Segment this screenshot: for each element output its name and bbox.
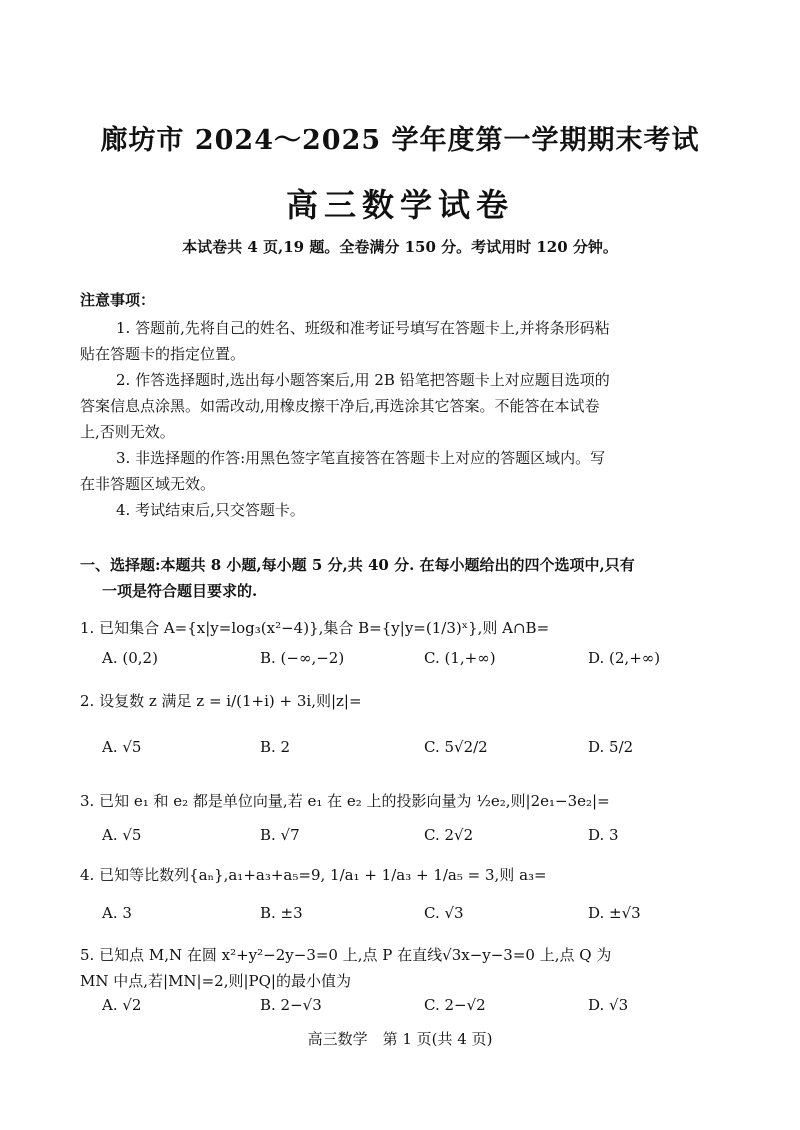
question-5-option-d: D. √3 bbox=[588, 996, 629, 1014]
question-3-option-d: D. 3 bbox=[588, 826, 619, 844]
question-5-option-c: C. 2−√2 bbox=[424, 996, 486, 1014]
question-3-option-c: C. 2√2 bbox=[424, 826, 474, 844]
question-4-options bbox=[102, 904, 742, 930]
question-2-options bbox=[102, 738, 742, 764]
question-3-option-a: A. √5 bbox=[102, 826, 142, 844]
question-4-option-c: C. √3 bbox=[424, 904, 464, 922]
section-heading: 一、选择题:本题共 8 小题,每小题 5 分,共 40 分. 在每小题给出的四个选项中,只有 bbox=[80, 556, 635, 574]
notice-item-1-cont: 贴在答题卡的指定位置。 bbox=[80, 345, 246, 363]
question-4-stem: 4. 已知等比数列{aₙ},a₁+a₃+a₅=9, 1/a₁ + 1/a₃ + 1/a₅ = 3,则 a₃= bbox=[80, 866, 547, 884]
notice-item-3-cont: 在非答题区域无效。 bbox=[80, 475, 216, 493]
question-5-option-b: B. 2−√3 bbox=[260, 996, 322, 1014]
exam-title: 廊坊市 2024～2025 学年度第一学期期末考试 bbox=[100, 125, 700, 156]
question-2-stem: 2. 设复数 z 满足 z = i/(1+i) + 3i,则|z|= bbox=[80, 692, 362, 710]
question-2-option-b: B. 2 bbox=[260, 738, 291, 756]
question-4-option-b: B. ±3 bbox=[260, 904, 303, 922]
question-3-option-b: B. √7 bbox=[260, 826, 300, 844]
question-5-option-a: A. √2 bbox=[102, 996, 142, 1014]
question-5-stem-cont: MN 中点,若|MN|=2,则|PQ|的最小值为 bbox=[80, 972, 351, 990]
question-3-options bbox=[102, 826, 742, 852]
section-heading-cont: 一项是符合题目要求的. bbox=[102, 582, 258, 600]
question-2-option-c: C. 5√2/2 bbox=[424, 738, 488, 756]
page-footer: 高三数学 第 1 页(共 4 页) bbox=[307, 1030, 493, 1048]
question-5-options bbox=[102, 996, 742, 1022]
question-4-option-a: A. 3 bbox=[102, 904, 132, 922]
notice-item-4: 4. 考试结束后,只交答题卡。 bbox=[116, 501, 305, 519]
exam-subject-title: 高三数学试卷 bbox=[285, 186, 514, 224]
notice-heading: 注意事项： bbox=[80, 291, 156, 309]
notice-item-2-cont2: 上,否则无效。 bbox=[80, 423, 175, 441]
notice-item-1: 1. 答题前,先将自己的姓名、班级和准考证号填写在答题卡上,并将条形码粘 bbox=[116, 319, 610, 337]
notice-item-2: 2. 作答选择题时,选出每小题答案后,用 2B 铅笔把答题卡上对应题目选项的 bbox=[116, 371, 610, 389]
question-1-option-b: B. (−∞,−2) bbox=[260, 649, 345, 667]
question-1-option-d: D. (2,+∞) bbox=[588, 649, 661, 667]
question-3-stem: 3. 已知 e₁ 和 e₂ 都是单位向量,若 e₁ 在 e₂ 上的投影向量为 ½e₂,则|2e₁−3e₂|= bbox=[80, 792, 610, 810]
exam-info: 本试卷共 4 页,19 题。全卷满分 150 分。考试用时 120 分钟。 bbox=[182, 238, 618, 256]
notice-item-2-cont: 答案信息点涂黑。如需改动,用橡皮擦干净后,再选涂其它答案。不能答在本试卷 bbox=[80, 397, 600, 415]
question-1-stem: 1. 已知集合 A={x|y=log₃(x²−4)},集合 B={y|y=(1/3)ˣ},则 A∩B= bbox=[80, 619, 550, 637]
question-1-options bbox=[102, 649, 742, 675]
question-2-option-d: D. 5/2 bbox=[588, 738, 634, 756]
notice-item-3: 3. 非选择题的作答:用黑色签字笔直接答在答题卡上对应的答题区域内。写 bbox=[116, 449, 606, 467]
question-5-stem: 5. 已知点 M,N 在圆 x²+y²−2y−3=0 上,点 P 在直线√3x−y−3=0 上,点 Q 为 bbox=[80, 946, 612, 964]
question-1-option-a: A. (0,2) bbox=[102, 649, 158, 667]
question-1-option-c: C. (1,+∞) bbox=[424, 649, 496, 667]
question-4-option-d: D. ±√3 bbox=[588, 904, 641, 922]
question-2-option-a: A. √5 bbox=[102, 738, 142, 756]
